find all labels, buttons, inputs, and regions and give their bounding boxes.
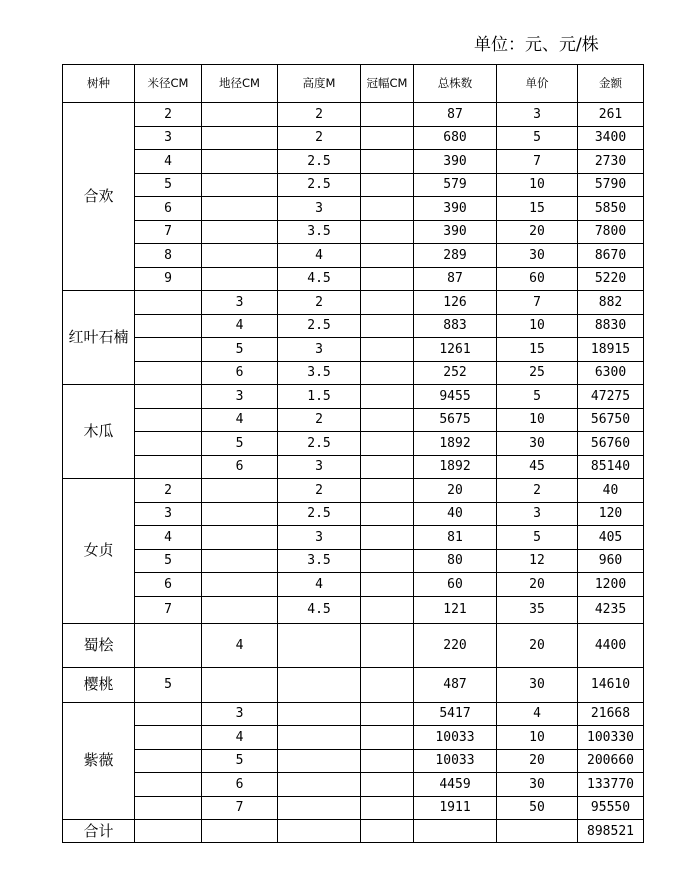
danjia-cell: 5 bbox=[497, 385, 578, 409]
gaodu-cell: 3 bbox=[278, 455, 361, 479]
gaodu-cell bbox=[278, 726, 361, 750]
species-cell: 合欢 bbox=[63, 103, 135, 291]
danjia-cell: 60 bbox=[497, 267, 578, 291]
table-row bbox=[63, 385, 644, 409]
jine-cell: 40 bbox=[578, 479, 644, 503]
gaodu-cell: 3 bbox=[278, 197, 361, 221]
gaodu-cell: 2.5 bbox=[278, 502, 361, 526]
dijing-cell bbox=[202, 502, 278, 526]
dijing-cell bbox=[202, 126, 278, 150]
mijing-cell bbox=[135, 361, 202, 385]
mijing-cell bbox=[135, 726, 202, 750]
gaodu-cell: 4.5 bbox=[278, 267, 361, 291]
table-row bbox=[63, 479, 644, 503]
dijing-cell: 3 bbox=[202, 385, 278, 409]
species-cell: 红叶石楠 bbox=[63, 291, 135, 385]
danjia-cell: 10 bbox=[497, 314, 578, 338]
jine-cell: 960 bbox=[578, 549, 644, 573]
guanfu-cell bbox=[361, 749, 414, 773]
dijing-cell bbox=[202, 267, 278, 291]
gaodu-cell bbox=[278, 773, 361, 797]
total-label: 合计 bbox=[63, 820, 135, 843]
table-row bbox=[63, 667, 644, 702]
jine-cell: 7800 bbox=[578, 220, 644, 244]
zongzhu-cell: 1892 bbox=[414, 455, 497, 479]
danjia-cell: 30 bbox=[497, 773, 578, 797]
danjia-cell: 10 bbox=[497, 173, 578, 197]
guanfu-cell bbox=[361, 432, 414, 456]
dijing-cell bbox=[202, 197, 278, 221]
danjia-cell: 7 bbox=[497, 150, 578, 174]
mijing-cell bbox=[135, 314, 202, 338]
zongzhu-cell: 5675 bbox=[414, 408, 497, 432]
table-row bbox=[63, 291, 644, 315]
guanfu-cell bbox=[361, 726, 414, 750]
dijing-cell bbox=[202, 173, 278, 197]
danjia-cell: 5 bbox=[497, 126, 578, 150]
guanfu-cell bbox=[361, 150, 414, 174]
mijing-cell: 6 bbox=[135, 573, 202, 597]
danjia-cell: 12 bbox=[497, 549, 578, 573]
table-row bbox=[63, 796, 644, 820]
dijing-cell: 4 bbox=[202, 623, 278, 667]
guanfu-cell bbox=[361, 244, 414, 268]
danjia-cell: 4 bbox=[497, 702, 578, 726]
gaodu-cell: 3.5 bbox=[278, 549, 361, 573]
gaodu-cell: 3 bbox=[278, 526, 361, 550]
jine-cell: 47275 bbox=[578, 385, 644, 409]
zongzhu-cell: 1911 bbox=[414, 796, 497, 820]
danjia-cell: 3 bbox=[497, 502, 578, 526]
table-row bbox=[63, 126, 644, 150]
mijing-cell bbox=[135, 408, 202, 432]
dijing-cell bbox=[202, 103, 278, 127]
gaodu-cell: 2 bbox=[278, 408, 361, 432]
danjia-cell: 3 bbox=[497, 103, 578, 127]
jine-cell: 5850 bbox=[578, 197, 644, 221]
jine-cell: 1200 bbox=[578, 573, 644, 597]
species-cell: 樱桃 bbox=[63, 667, 135, 702]
total-empty-cell bbox=[497, 820, 578, 843]
danjia-cell: 30 bbox=[497, 244, 578, 268]
mijing-cell bbox=[135, 291, 202, 315]
table-row bbox=[63, 596, 644, 623]
zongzhu-cell: 680 bbox=[414, 126, 497, 150]
danjia-cell: 10 bbox=[497, 408, 578, 432]
mijing-cell bbox=[135, 338, 202, 362]
zongzhu-cell: 126 bbox=[414, 291, 497, 315]
dijing-cell: 4 bbox=[202, 726, 278, 750]
dijing-cell bbox=[202, 479, 278, 503]
danjia-cell: 15 bbox=[497, 197, 578, 221]
gaodu-cell: 3.5 bbox=[278, 220, 361, 244]
danjia-cell: 50 bbox=[497, 796, 578, 820]
dijing-cell bbox=[202, 596, 278, 623]
danjia-cell: 10 bbox=[497, 726, 578, 750]
gaodu-cell bbox=[278, 749, 361, 773]
danjia-cell: 45 bbox=[497, 455, 578, 479]
dijing-cell: 6 bbox=[202, 361, 278, 385]
gaodu-cell: 1.5 bbox=[278, 385, 361, 409]
dijing-cell bbox=[202, 526, 278, 550]
guanfu-cell bbox=[361, 667, 414, 702]
dijing-cell: 5 bbox=[202, 749, 278, 773]
table-row bbox=[63, 726, 644, 750]
jine-cell: 6300 bbox=[578, 361, 644, 385]
danjia-cell: 15 bbox=[497, 338, 578, 362]
header-guanfu: 冠幅CM bbox=[361, 65, 414, 103]
jine-cell: 18915 bbox=[578, 338, 644, 362]
guanfu-cell bbox=[361, 220, 414, 244]
dijing-cell bbox=[202, 667, 278, 702]
dijing-cell: 3 bbox=[202, 291, 278, 315]
mijing-cell: 3 bbox=[135, 126, 202, 150]
total-empty-cell bbox=[361, 820, 414, 843]
dijing-cell: 6 bbox=[202, 773, 278, 797]
danjia-cell: 35 bbox=[497, 596, 578, 623]
total-empty-cell bbox=[278, 820, 361, 843]
zongzhu-cell: 9455 bbox=[414, 385, 497, 409]
table-row bbox=[63, 338, 644, 362]
zongzhu-cell: 252 bbox=[414, 361, 497, 385]
zongzhu-cell: 390 bbox=[414, 197, 497, 221]
jine-cell: 14610 bbox=[578, 667, 644, 702]
mijing-cell bbox=[135, 385, 202, 409]
gaodu-cell: 2.5 bbox=[278, 173, 361, 197]
table-row bbox=[63, 220, 644, 244]
jine-cell: 2730 bbox=[578, 150, 644, 174]
jine-cell: 21668 bbox=[578, 702, 644, 726]
guanfu-cell bbox=[361, 773, 414, 797]
mijing-cell bbox=[135, 749, 202, 773]
dijing-cell bbox=[202, 150, 278, 174]
species-cell: 女贞 bbox=[63, 479, 135, 624]
zongzhu-cell: 81 bbox=[414, 526, 497, 550]
mijing-cell: 2 bbox=[135, 479, 202, 503]
danjia-cell: 30 bbox=[497, 432, 578, 456]
table-row bbox=[63, 150, 644, 174]
mijing-cell: 2 bbox=[135, 103, 202, 127]
total-row bbox=[63, 820, 644, 843]
table-row bbox=[63, 623, 644, 667]
guanfu-cell bbox=[361, 596, 414, 623]
species-cell: 紫薇 bbox=[63, 702, 135, 820]
mijing-cell: 5 bbox=[135, 173, 202, 197]
zongzhu-cell: 80 bbox=[414, 549, 497, 573]
guanfu-cell bbox=[361, 479, 414, 503]
dijing-cell: 4 bbox=[202, 408, 278, 432]
danjia-cell: 25 bbox=[497, 361, 578, 385]
jine-cell: 120 bbox=[578, 502, 644, 526]
jine-cell: 100330 bbox=[578, 726, 644, 750]
table-row bbox=[63, 773, 644, 797]
guanfu-cell bbox=[361, 173, 414, 197]
dijing-cell bbox=[202, 244, 278, 268]
gaodu-cell bbox=[278, 702, 361, 726]
mijing-cell bbox=[135, 455, 202, 479]
zongzhu-cell: 883 bbox=[414, 314, 497, 338]
zongzhu-cell: 20 bbox=[414, 479, 497, 503]
mijing-cell: 5 bbox=[135, 667, 202, 702]
table-row bbox=[63, 103, 644, 127]
guanfu-cell bbox=[361, 314, 414, 338]
table-row bbox=[63, 197, 644, 221]
guanfu-cell bbox=[361, 502, 414, 526]
dijing-cell: 6 bbox=[202, 455, 278, 479]
jine-cell: 5790 bbox=[578, 173, 644, 197]
gaodu-cell: 2.5 bbox=[278, 432, 361, 456]
jine-cell: 261 bbox=[578, 103, 644, 127]
zongzhu-cell: 87 bbox=[414, 103, 497, 127]
gaodu-cell: 2.5 bbox=[278, 150, 361, 174]
total-empty-cell bbox=[414, 820, 497, 843]
jine-cell: 56750 bbox=[578, 408, 644, 432]
danjia-cell: 20 bbox=[497, 623, 578, 667]
gaodu-cell: 2 bbox=[278, 479, 361, 503]
dijing-cell bbox=[202, 573, 278, 597]
guanfu-cell bbox=[361, 573, 414, 597]
jine-cell: 133770 bbox=[578, 773, 644, 797]
zongzhu-cell: 5417 bbox=[414, 702, 497, 726]
mijing-cell: 9 bbox=[135, 267, 202, 291]
mijing-cell: 5 bbox=[135, 549, 202, 573]
dijing-cell bbox=[202, 549, 278, 573]
mijing-cell: 7 bbox=[135, 596, 202, 623]
species-cell: 木瓜 bbox=[63, 385, 135, 479]
zongzhu-cell: 487 bbox=[414, 667, 497, 702]
danjia-cell: 2 bbox=[497, 479, 578, 503]
table-row bbox=[63, 702, 644, 726]
mijing-cell bbox=[135, 773, 202, 797]
table-row bbox=[63, 244, 644, 268]
header-gaodu: 高度M bbox=[278, 65, 361, 103]
table-row bbox=[63, 455, 644, 479]
zongzhu-cell: 4459 bbox=[414, 773, 497, 797]
dijing-cell: 5 bbox=[202, 338, 278, 362]
zongzhu-cell: 87 bbox=[414, 267, 497, 291]
gaodu-cell: 4.5 bbox=[278, 596, 361, 623]
mijing-cell: 4 bbox=[135, 150, 202, 174]
total-empty-cell bbox=[202, 820, 278, 843]
table-row bbox=[63, 314, 644, 338]
table-row bbox=[63, 549, 644, 573]
zongzhu-cell: 579 bbox=[414, 173, 497, 197]
guanfu-cell bbox=[361, 549, 414, 573]
jine-cell: 3400 bbox=[578, 126, 644, 150]
gaodu-cell: 4 bbox=[278, 573, 361, 597]
mijing-cell: 3 bbox=[135, 502, 202, 526]
zongzhu-cell: 121 bbox=[414, 596, 497, 623]
jine-cell: 405 bbox=[578, 526, 644, 550]
dijing-cell: 3 bbox=[202, 702, 278, 726]
table-row bbox=[63, 432, 644, 456]
table-row bbox=[63, 573, 644, 597]
mijing-cell: 7 bbox=[135, 220, 202, 244]
table-row bbox=[63, 173, 644, 197]
jine-cell: 56760 bbox=[578, 432, 644, 456]
header-dijing: 地径CM bbox=[202, 65, 278, 103]
unit-label: 单位：元、元/株 bbox=[474, 35, 599, 55]
header-zongzhu: 总株数 bbox=[414, 65, 497, 103]
jine-cell: 5220 bbox=[578, 267, 644, 291]
mijing-cell bbox=[135, 432, 202, 456]
guanfu-cell bbox=[361, 103, 414, 127]
header-species: 树种 bbox=[63, 65, 135, 103]
zongzhu-cell: 10033 bbox=[414, 726, 497, 750]
dijing-cell: 7 bbox=[202, 796, 278, 820]
guanfu-cell bbox=[361, 197, 414, 221]
mijing-cell: 8 bbox=[135, 244, 202, 268]
gaodu-cell bbox=[278, 667, 361, 702]
jine-cell: 4400 bbox=[578, 623, 644, 667]
total-amount: 898521 bbox=[578, 820, 644, 843]
table-row bbox=[63, 267, 644, 291]
danjia-cell: 7 bbox=[497, 291, 578, 315]
guanfu-cell bbox=[361, 526, 414, 550]
header-danjia: 单价 bbox=[497, 65, 578, 103]
gaodu-cell: 3.5 bbox=[278, 361, 361, 385]
mijing-cell: 6 bbox=[135, 197, 202, 221]
gaodu-cell: 4 bbox=[278, 244, 361, 268]
dijing-cell: 5 bbox=[202, 432, 278, 456]
gaodu-cell: 2 bbox=[278, 103, 361, 127]
danjia-cell: 20 bbox=[497, 220, 578, 244]
guanfu-cell bbox=[361, 623, 414, 667]
zongzhu-cell: 10033 bbox=[414, 749, 497, 773]
danjia-cell: 5 bbox=[497, 526, 578, 550]
mijing-cell bbox=[135, 796, 202, 820]
dijing-cell: 4 bbox=[202, 314, 278, 338]
guanfu-cell bbox=[361, 796, 414, 820]
zongzhu-cell: 220 bbox=[414, 623, 497, 667]
jine-cell: 8830 bbox=[578, 314, 644, 338]
table-row bbox=[63, 749, 644, 773]
table-body bbox=[63, 103, 644, 843]
zongzhu-cell: 1261 bbox=[414, 338, 497, 362]
table-row bbox=[63, 502, 644, 526]
danjia-cell: 20 bbox=[497, 749, 578, 773]
guanfu-cell bbox=[361, 702, 414, 726]
mijing-cell bbox=[135, 702, 202, 726]
total-empty-cell bbox=[135, 820, 202, 843]
gaodu-cell: 2.5 bbox=[278, 314, 361, 338]
gaodu-cell: 2 bbox=[278, 126, 361, 150]
guanfu-cell bbox=[361, 408, 414, 432]
zongzhu-cell: 390 bbox=[414, 220, 497, 244]
guanfu-cell bbox=[361, 291, 414, 315]
jine-cell: 95550 bbox=[578, 796, 644, 820]
mijing-cell: 4 bbox=[135, 526, 202, 550]
jine-cell: 8670 bbox=[578, 244, 644, 268]
jine-cell: 882 bbox=[578, 291, 644, 315]
guanfu-cell bbox=[361, 455, 414, 479]
mijing-cell bbox=[135, 623, 202, 667]
dijing-cell bbox=[202, 220, 278, 244]
guanfu-cell bbox=[361, 267, 414, 291]
jine-cell: 85140 bbox=[578, 455, 644, 479]
header-row bbox=[63, 65, 644, 103]
table-row bbox=[63, 361, 644, 385]
gaodu-cell bbox=[278, 796, 361, 820]
gaodu-cell bbox=[278, 623, 361, 667]
danjia-cell: 30 bbox=[497, 667, 578, 702]
zongzhu-cell: 289 bbox=[414, 244, 497, 268]
species-cell: 蜀桧 bbox=[63, 623, 135, 667]
guanfu-cell bbox=[361, 385, 414, 409]
zongzhu-cell: 60 bbox=[414, 573, 497, 597]
zongzhu-cell: 1892 bbox=[414, 432, 497, 456]
jine-cell: 4235 bbox=[578, 596, 644, 623]
guanfu-cell bbox=[361, 361, 414, 385]
table-row bbox=[63, 526, 644, 550]
table-row bbox=[63, 408, 644, 432]
guanfu-cell bbox=[361, 338, 414, 362]
danjia-cell: 20 bbox=[497, 573, 578, 597]
header-mijing: 米径CM bbox=[135, 65, 202, 103]
price-table bbox=[62, 64, 644, 843]
gaodu-cell: 3 bbox=[278, 338, 361, 362]
gaodu-cell: 2 bbox=[278, 291, 361, 315]
zongzhu-cell: 390 bbox=[414, 150, 497, 174]
header-jine: 金额 bbox=[578, 65, 644, 103]
guanfu-cell bbox=[361, 126, 414, 150]
jine-cell: 200660 bbox=[578, 749, 644, 773]
zongzhu-cell: 40 bbox=[414, 502, 497, 526]
